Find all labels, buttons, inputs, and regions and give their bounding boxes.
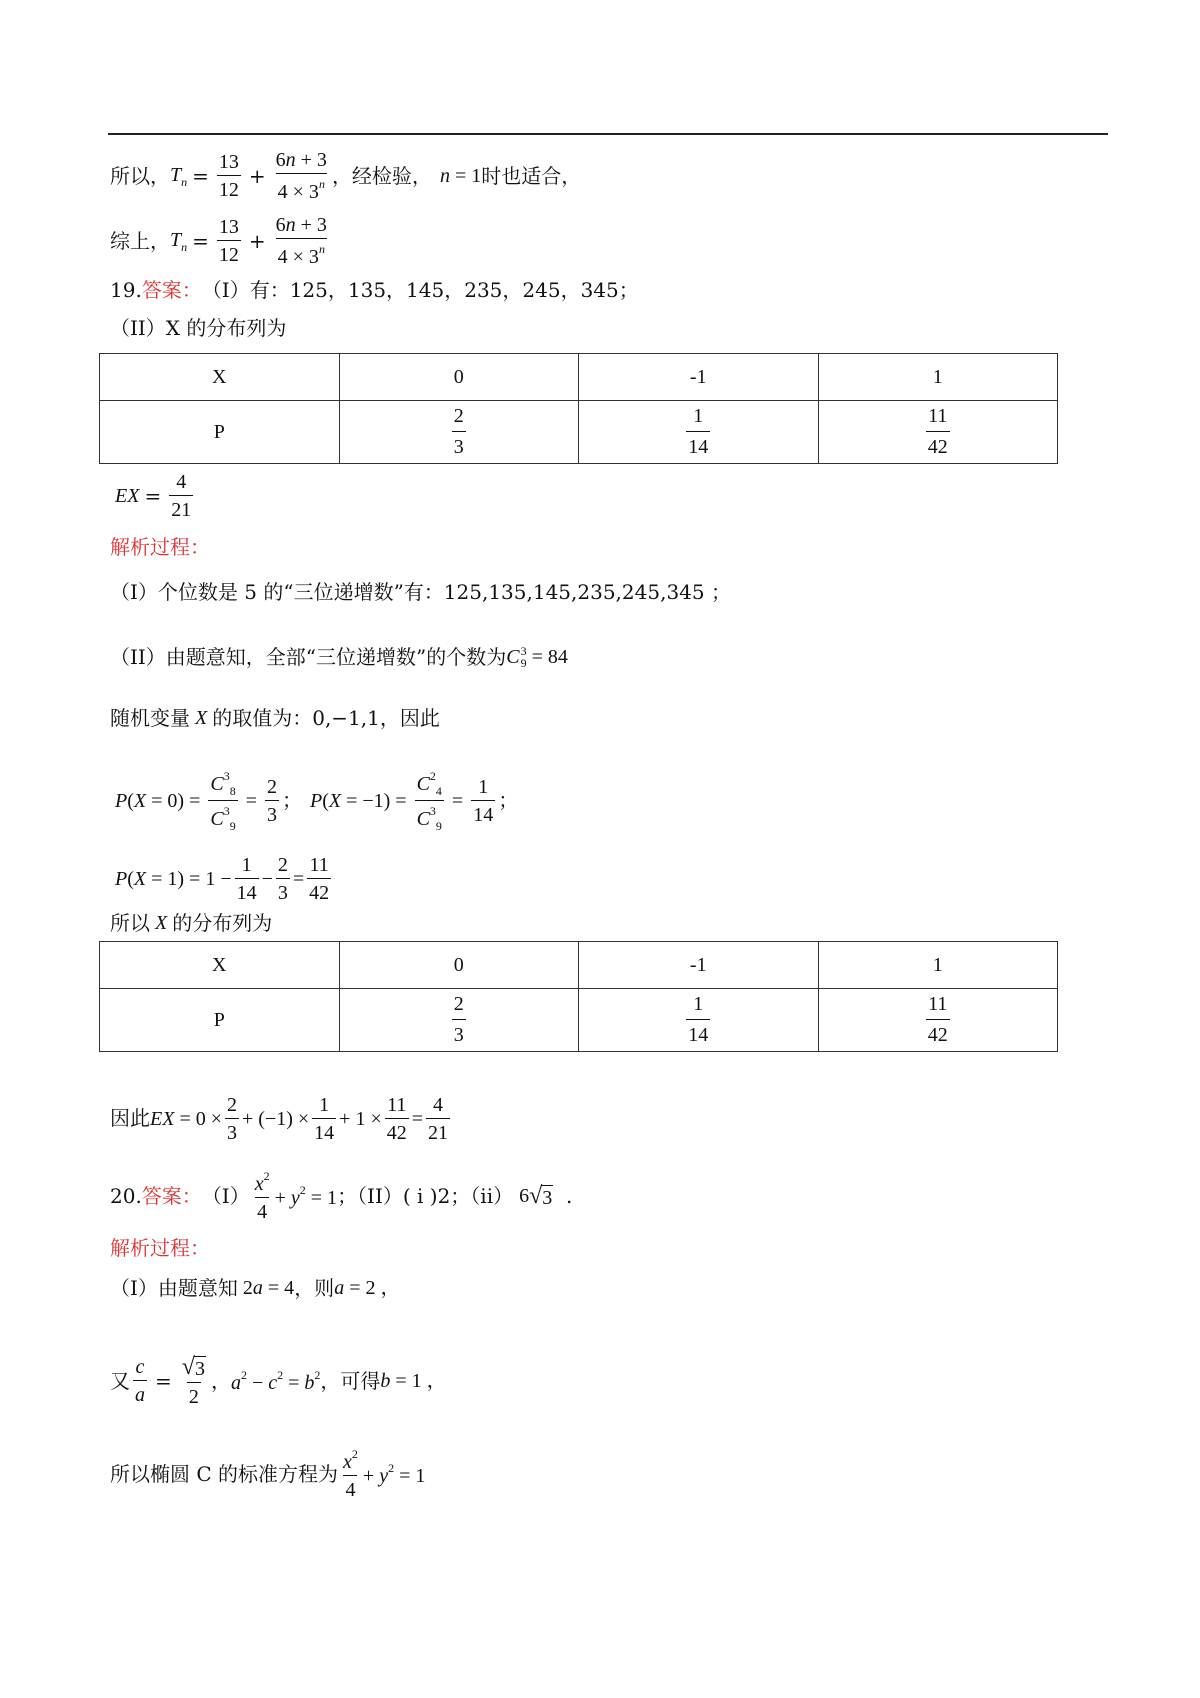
line-summary: 综上， $T_n$ = $\frac{13}{12}$ + $\frac{6n + 3}{4 \times 3^n}$ <box>110 214 327 268</box>
text: 综上， <box>110 229 170 253</box>
q20-analysis-3: 所以椭圆 C 的标准方程为 $\frac{x^2}{4}$ + $y^2 = 1$ <box>110 1447 426 1501</box>
distribution-table-2: X 0 -1 1 P $\frac{2}{3}$ $\frac{1}{14}$ $\frac{11}{42}$ <box>99 941 1058 1052</box>
text: ，经检验， <box>331 164 432 188</box>
header-rule <box>108 133 1108 135</box>
analysis-p1: （I）个位数是 5 的“三位递增数”有：125,135,145,235,245,345 ； <box>110 580 731 604</box>
probability-line-2: P ( X = 1) = 1 − $\frac{1}{14}$ − $\frac{2}{3}$ = $\frac{11}{42}$ <box>115 854 330 904</box>
analysis-p3: 随机变量 X 的取值为：0,−1,1，因此 <box>110 706 440 730</box>
analysis-label-2: 解析过程： <box>110 1236 210 1260</box>
analysis-p6: 所以 X 的分布列为 <box>110 911 273 935</box>
probability-line-1: P ( X = 0) = $\frac{C^3_8}{C^3_9}$ = $\frac{2}{3}$ ； P ( X = −1) = $\frac{C^2_4}{C^3_9}$ = $\frac{1}{14}$ ； <box>115 769 519 833</box>
distribution-table-1: X 0 -1 1 P $\frac{2}{3}$ $\frac{1}{14}$ $\frac{11}{42}$ <box>99 353 1058 464</box>
analysis-p2: （II）由题意知，全部“三位递增数”的个数为 C 3 9 = 84 <box>110 644 568 670</box>
text: 时也适合， <box>481 164 582 188</box>
q20-analysis-1: （I）由题意知 2a = 4 ，则 a = 2 ， <box>110 1276 401 1300</box>
q19-answer-2: （II）X 的分布列为 <box>110 316 287 340</box>
q19-answer: 19. 答案： （I）有：125，135，145，235，245，345； <box>110 278 639 302</box>
line-tn-result: 所以， $T_n$ = $\frac{13}{12}$ + $\frac{6n + 3}{4 \times 3^n}$ ，经检验， n = 1 时也适合， <box>110 149 582 203</box>
analysis-label-1: 解析过程： <box>110 535 210 559</box>
expectation: EX = $\frac{4}{21}$ <box>115 471 192 521</box>
expectation-calc: 因此 EX = 0 × $\frac{2}{3}$ + (−1) × $\frac{1}{14}$ + 1 × $\frac{11}{42}$ = $\frac{4}{21}$ <box>110 1094 449 1144</box>
q20-analysis-2: 又 $\frac{c}{a}$ = √ 3 2 ， $a^2 - c^2 = b^2$ ，可得 b = 1 ， <box>110 1354 447 1408</box>
q20-answer: 20. 答案： （I） $\frac{x^2}{4}$ + $y^2 = 1$ ；（II）( i )2；（ii） 6 √ 3 . <box>110 1169 573 1223</box>
text: 所以， <box>110 164 170 188</box>
